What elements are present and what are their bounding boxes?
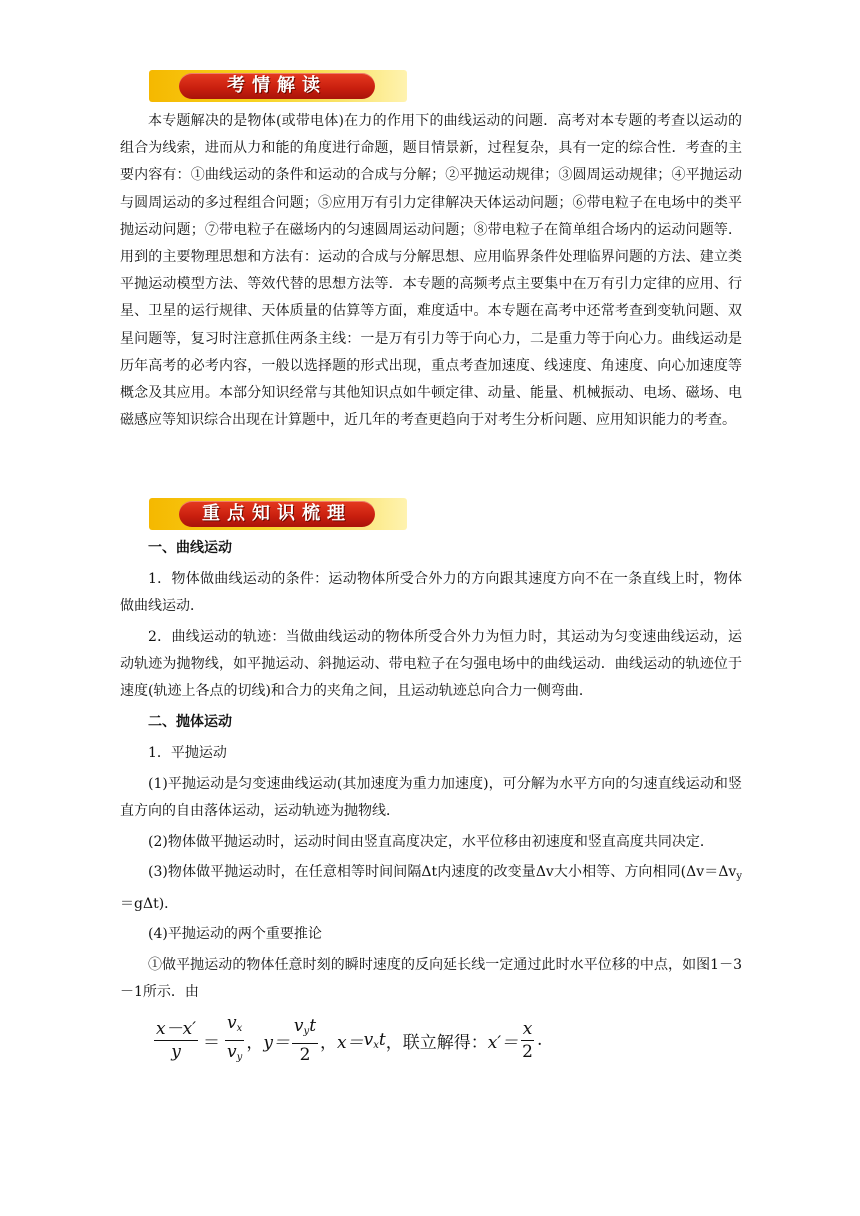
item-1: (1)平抛运动是匀变速曲线运动(其加速度为重力加速度)，可分解为水平方向的匀速直线运动和竖直方向的自由落体运动，运动轨迹为抛物线． <box>120 775 742 819</box>
fraction-1 <box>154 1019 198 1062</box>
item-3-text-a: (3)物体做平抛运动时，在任意相等时间间隔Δt内速度的改变量Δv大小相等、方向相同(Δv＝Δv <box>148 864 737 881</box>
fraction-1-denominator: y <box>171 1041 181 1062</box>
fraction-1-numerator: x－x′ <box>156 1018 197 1039</box>
item-3-subscript: y <box>736 871 742 883</box>
banner-ribbon <box>179 501 375 527</box>
fraction-2 <box>225 1013 244 1068</box>
x-equals: x＝ <box>337 1032 364 1053</box>
item-3-text-b: ＝gΔt)． <box>120 895 179 912</box>
fraction-4-denominator: 2 <box>522 1041 533 1062</box>
period: . <box>537 1030 543 1050</box>
y-equals: y＝ <box>263 1032 290 1053</box>
banner-title: 考情解读 <box>227 75 327 96</box>
intro-block <box>120 108 742 434</box>
fraction-3-numerator: $v_yt$ <box>292 1016 318 1044</box>
solve-text: ，联立解得： <box>385 1032 488 1053</box>
x-prime-equals: x′＝ <box>487 1032 519 1053</box>
section-banner-exam-analysis <box>149 70 407 102</box>
fraction-3-denominator: 2 <box>299 1044 311 1065</box>
item-3 <box>120 859 742 917</box>
fraction-4-numerator: x <box>522 1018 533 1039</box>
section-banner-key-knowledge <box>149 498 407 530</box>
intro-paragraph: 本专题解决的是物体(或带电体)在力的作用下的曲线运动的问题．高考对本专题的考查以运动的组合为线索，进而从力和能的角度进行命题，题目情景新，过程复杂，具有一定的综合性．考查的主要内容有：①曲线运动的条件和运动的合成与分解；②平抛运动规律；③圆周运动规律；④平抛运动与圆周运动的多过程组合问题；⑤应用万有引力定律解决天体运动问题；⑥带电粒子在电场中的类平抛运动问题；⑦带电粒子在磁场内的匀速圆周运动问题；⑧带电粒子在简单组合场内的运动问题等．用到的主要物理思想和方法有：运动的合成与分解思想、应用临界条件处理临界问题的方法、建立类平抛运动模型方法、等效代替的思想方法等．本专题的高频考点主要集中在万有引力定律的应用、行星、卫星的运行规律、天体质量的估算等方面，难度适中。本专题在高考中还常考查到变轨问题、双星问题等，复习时注意抓住两条主线：一是万有引力等于向心力，二是重力等于向心力。曲线运动是历年高考的必考内容，一般以选择题的形式出现，重点考查加速度、线速度、角速度、向心加速度等概念及其应用。本部分知识经常与其他知识点如牛顿定律、动量、能量、机械振动、电场、磁场、电磁感应等知识综合出现在计算题中，近几年的考查更趋向于对考生分析问题、应用知识能力的考查。 <box>120 113 742 429</box>
comma-2: ， <box>320 1032 338 1053</box>
heading-curvilinear-motion: 一、曲线运动 <box>148 540 232 556</box>
fraction-2-numerator: $v_x$ <box>225 1013 244 1041</box>
vx-t: $v_xt$ <box>363 1029 386 1051</box>
banner-title: 重点知识梳理 <box>202 503 352 524</box>
equals-sign: ＝ <box>203 1032 221 1053</box>
heading-projectile-motion: 二、抛体运动 <box>148 714 232 730</box>
paragraph-trajectory: 2．曲线运动的轨迹：当做曲线运动的物体所受合外力为恒力时，其运动为匀变速曲线运动，运动轨迹为抛物线，如平抛运动、斜抛运动、带电粒子在匀强电场中的曲线运动．曲线运动的轨迹位于速度(轨迹上各点的切线)和合力的夹角之间，且运动轨迹总向合力一侧弯曲． <box>120 628 742 700</box>
formula-line <box>152 1012 542 1068</box>
subheading-horizontal-projectile: 1．平抛运动 <box>148 744 227 761</box>
comma-1: ， <box>246 1032 264 1053</box>
item-4: (4)平抛运动的两个重要推论 <box>148 926 322 943</box>
knowledge-block <box>120 535 742 1007</box>
fraction-2-denominator: $v_y$ <box>227 1041 243 1063</box>
banner-ribbon <box>179 73 375 99</box>
item-2: (2)物体做平抛运动时，运动时间由竖直高度决定，水平位移由初速度和竖直高度共同决定． <box>148 833 714 850</box>
paragraph-condition: 1．物体做曲线运动的条件：运动物体所受合外力的方向跟其速度方向不在一条直线上时，物体做曲线运动． <box>120 570 742 614</box>
item-5: ①做平抛运动的物体任意时刻的瞬时速度的反向延长线一定通过此时水平位移的中点，如图1－3－1所示．由 <box>120 957 742 1001</box>
fraction-3 <box>292 1016 318 1065</box>
fraction-4 <box>520 1019 535 1062</box>
